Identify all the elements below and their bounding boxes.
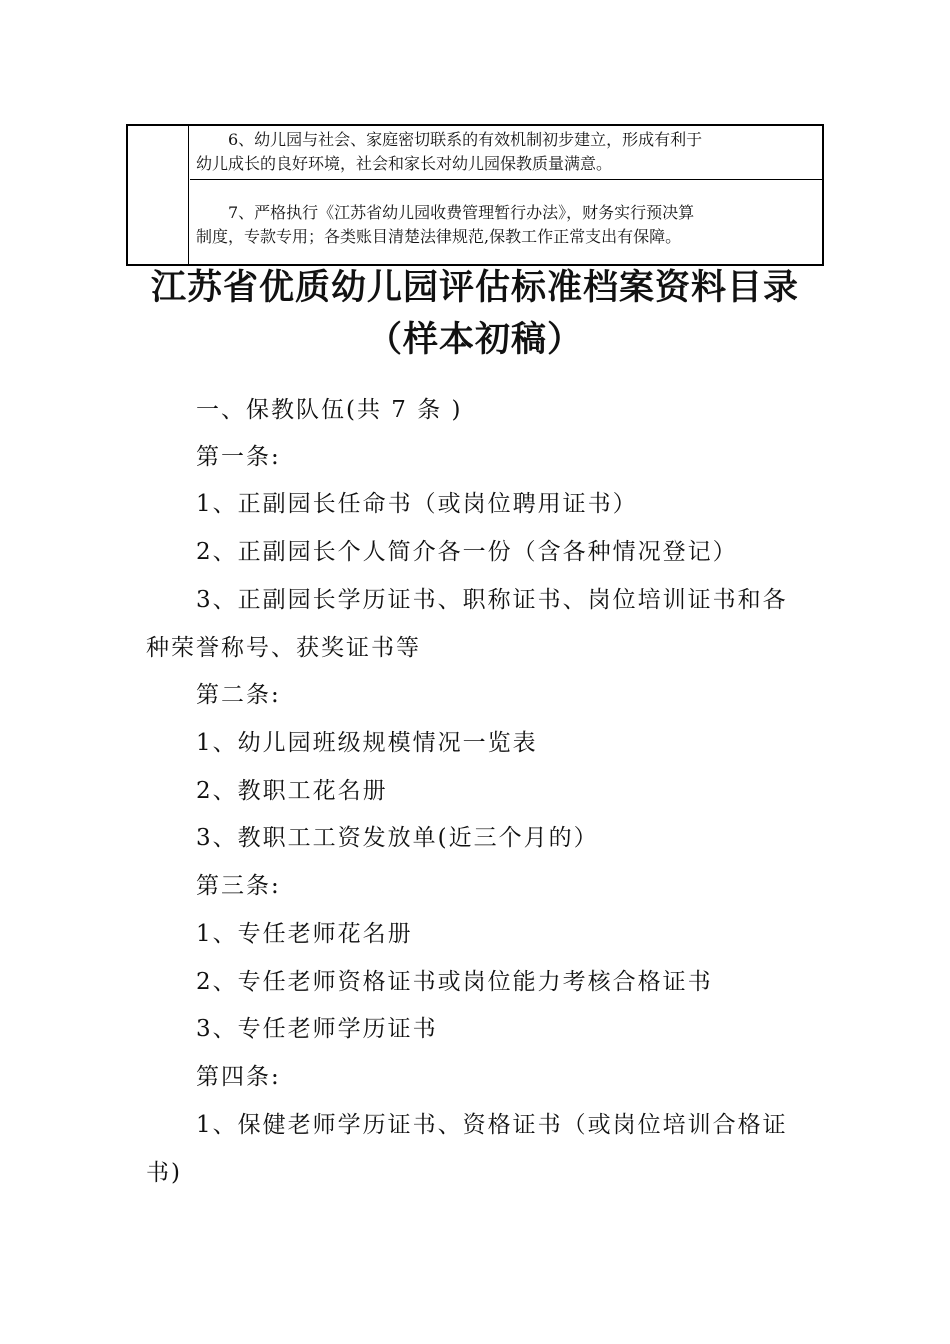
table-divider xyxy=(188,126,189,264)
list-item: 1、幼儿园班级规模情况一览表 xyxy=(196,730,538,756)
table-row-item-7 xyxy=(190,179,822,266)
article-heading: 第二条: xyxy=(196,682,281,708)
criteria-table xyxy=(126,124,824,266)
article-heading: 第三条: xyxy=(196,873,281,899)
list-item: 2、正副园长个人简介各一份（含各种情况登记） xyxy=(196,539,738,565)
article-heading: 第四条: xyxy=(196,1064,281,1090)
list-item: 3、教职工工资发放单(近三个月的） xyxy=(196,825,599,851)
article-heading: 第一条: xyxy=(196,444,281,470)
section-heading: 一、保教队伍(共 7 条 ) xyxy=(196,397,463,423)
item-7-line-2: 制度，专款专用；各类账目清楚法律规范,保教工作正常支出有保障。 xyxy=(196,227,682,246)
list-item-continued: 种荣誉称号、获奖证书等 xyxy=(146,635,421,661)
list-item: 2、教职工花名册 xyxy=(196,778,388,804)
list-item: 1、专任老师花名册 xyxy=(196,921,413,947)
list-item: 3、专任老师学历证书 xyxy=(196,1016,438,1042)
document-title: 江苏省优质幼儿园评估标准档案资料目录 xyxy=(150,268,799,308)
item-6-line-1: 6、幼儿园与社会、家庭密切联系的有效机制初步建立，形成有利于 xyxy=(228,130,703,149)
list-item: 1、正副园长任命书（或岗位聘用证书） xyxy=(196,491,638,517)
item-6-line-2: 幼儿成长的良好环境，社会和家长对幼儿园保教质量满意。 xyxy=(196,154,613,173)
document-subtitle: （样本初稿） xyxy=(366,320,583,360)
table-row-item-6 xyxy=(190,126,822,179)
list-item: 1、保健老师学历证书、资格证书（或岗位培训合格证 xyxy=(196,1112,788,1138)
list-item: 3、正副园长学历证书、职称证书、岗位培训证书和各 xyxy=(196,587,788,613)
list-item: 2、专任老师资格证书或岗位能力考核合格证书 xyxy=(196,969,713,995)
item-7-line-1: 7、严格执行《江苏省幼儿园收费管理暂行办法》，财务实行预决算 xyxy=(228,203,695,222)
list-item-continued: 书) xyxy=(146,1160,182,1186)
